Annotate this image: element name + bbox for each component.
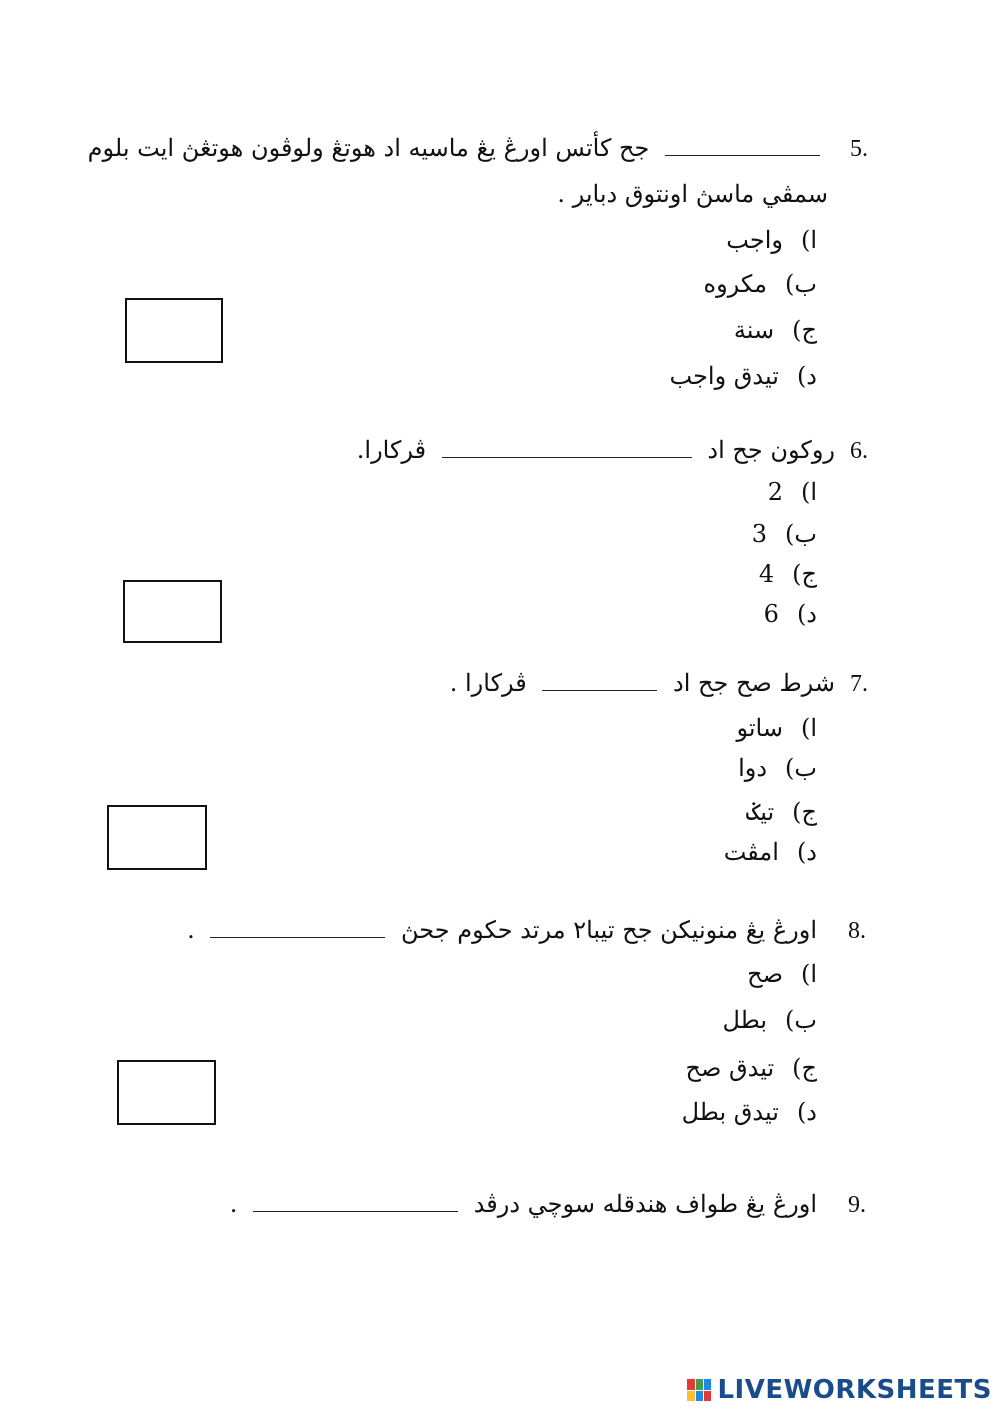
question-9-blank[interactable] <box>253 1197 458 1212</box>
question-5-option-a[interactable]: ا)واجب <box>726 226 817 254</box>
question-5-option-c[interactable]: ج)سنة <box>733 316 817 344</box>
question-6-option-d[interactable]: د)6 <box>763 600 817 628</box>
liveworksheets-logo-icon <box>687 1379 711 1401</box>
question-8-number: 8. <box>848 918 866 944</box>
question-8-option-b[interactable]: ب)بطل <box>722 1006 817 1034</box>
liveworksheets-logo-text: LIVEWORKSHEETS <box>717 1375 992 1405</box>
question-6-number: 6. <box>850 438 868 464</box>
question-8-blank[interactable] <box>210 923 385 938</box>
liveworksheets-logo <box>687 1375 992 1405</box>
question-7-answer-box[interactable] <box>107 805 207 870</box>
question-8-option-d[interactable]: د)تيدق بطل <box>681 1098 817 1126</box>
question-5-option-b[interactable]: ب)مكروه <box>703 270 817 298</box>
question-7-stem: شرط صح جح اد ڤركارا . <box>449 669 835 697</box>
question-5-answer-box[interactable] <box>125 298 223 363</box>
question-9-stem: اورڠ يڠ طواف هندقله سوچي درڤد . <box>229 1190 817 1218</box>
question-6-option-b[interactable]: ب)3 <box>751 520 817 548</box>
question-6-option-c[interactable]: ج)4 <box>758 560 817 588</box>
question-7-option-d[interactable]: د)امڤت <box>723 838 817 866</box>
question-7-blank[interactable] <box>542 676 657 691</box>
question-8-option-a[interactable]: ا)صح <box>747 960 817 988</box>
question-6-answer-box[interactable] <box>123 580 222 643</box>
question-8-option-c[interactable]: ج)تيدق صح <box>685 1054 817 1082</box>
question-7-number: 7. <box>850 671 868 697</box>
question-8-answer-box[interactable] <box>117 1060 216 1125</box>
question-6-stem: روكون جح اد ڤركارا. <box>356 436 835 464</box>
question-9-number: 9. <box>848 1192 866 1218</box>
question-5-blank[interactable] <box>665 141 820 156</box>
question-6-blank[interactable] <box>442 443 692 458</box>
question-5-stem-line2: سمڤي ماسڽ اونتوق دباير . <box>557 180 828 208</box>
question-5-option-d[interactable]: د)تيدق واجب <box>669 362 817 390</box>
question-7-option-b[interactable]: ب)دوا <box>738 754 817 782</box>
question-7-option-a[interactable]: ا)ساتو <box>736 714 817 742</box>
question-5-number: 5. <box>850 136 868 162</box>
question-6-option-a[interactable]: ا)2 <box>767 478 817 506</box>
question-8-stem: اورڠ يڠ منونيكن جح تيبا٢ مرتد حكوم جحڽ . <box>187 916 817 944</box>
question-7-option-c[interactable]: ج)تيݢ <box>746 798 817 826</box>
question-5-stem-line1: جح كأتس اورڠ يڠ ماسيه اد هوتڠ ولوڤون هوتڠڽ ايت بلوم <box>88 134 828 162</box>
